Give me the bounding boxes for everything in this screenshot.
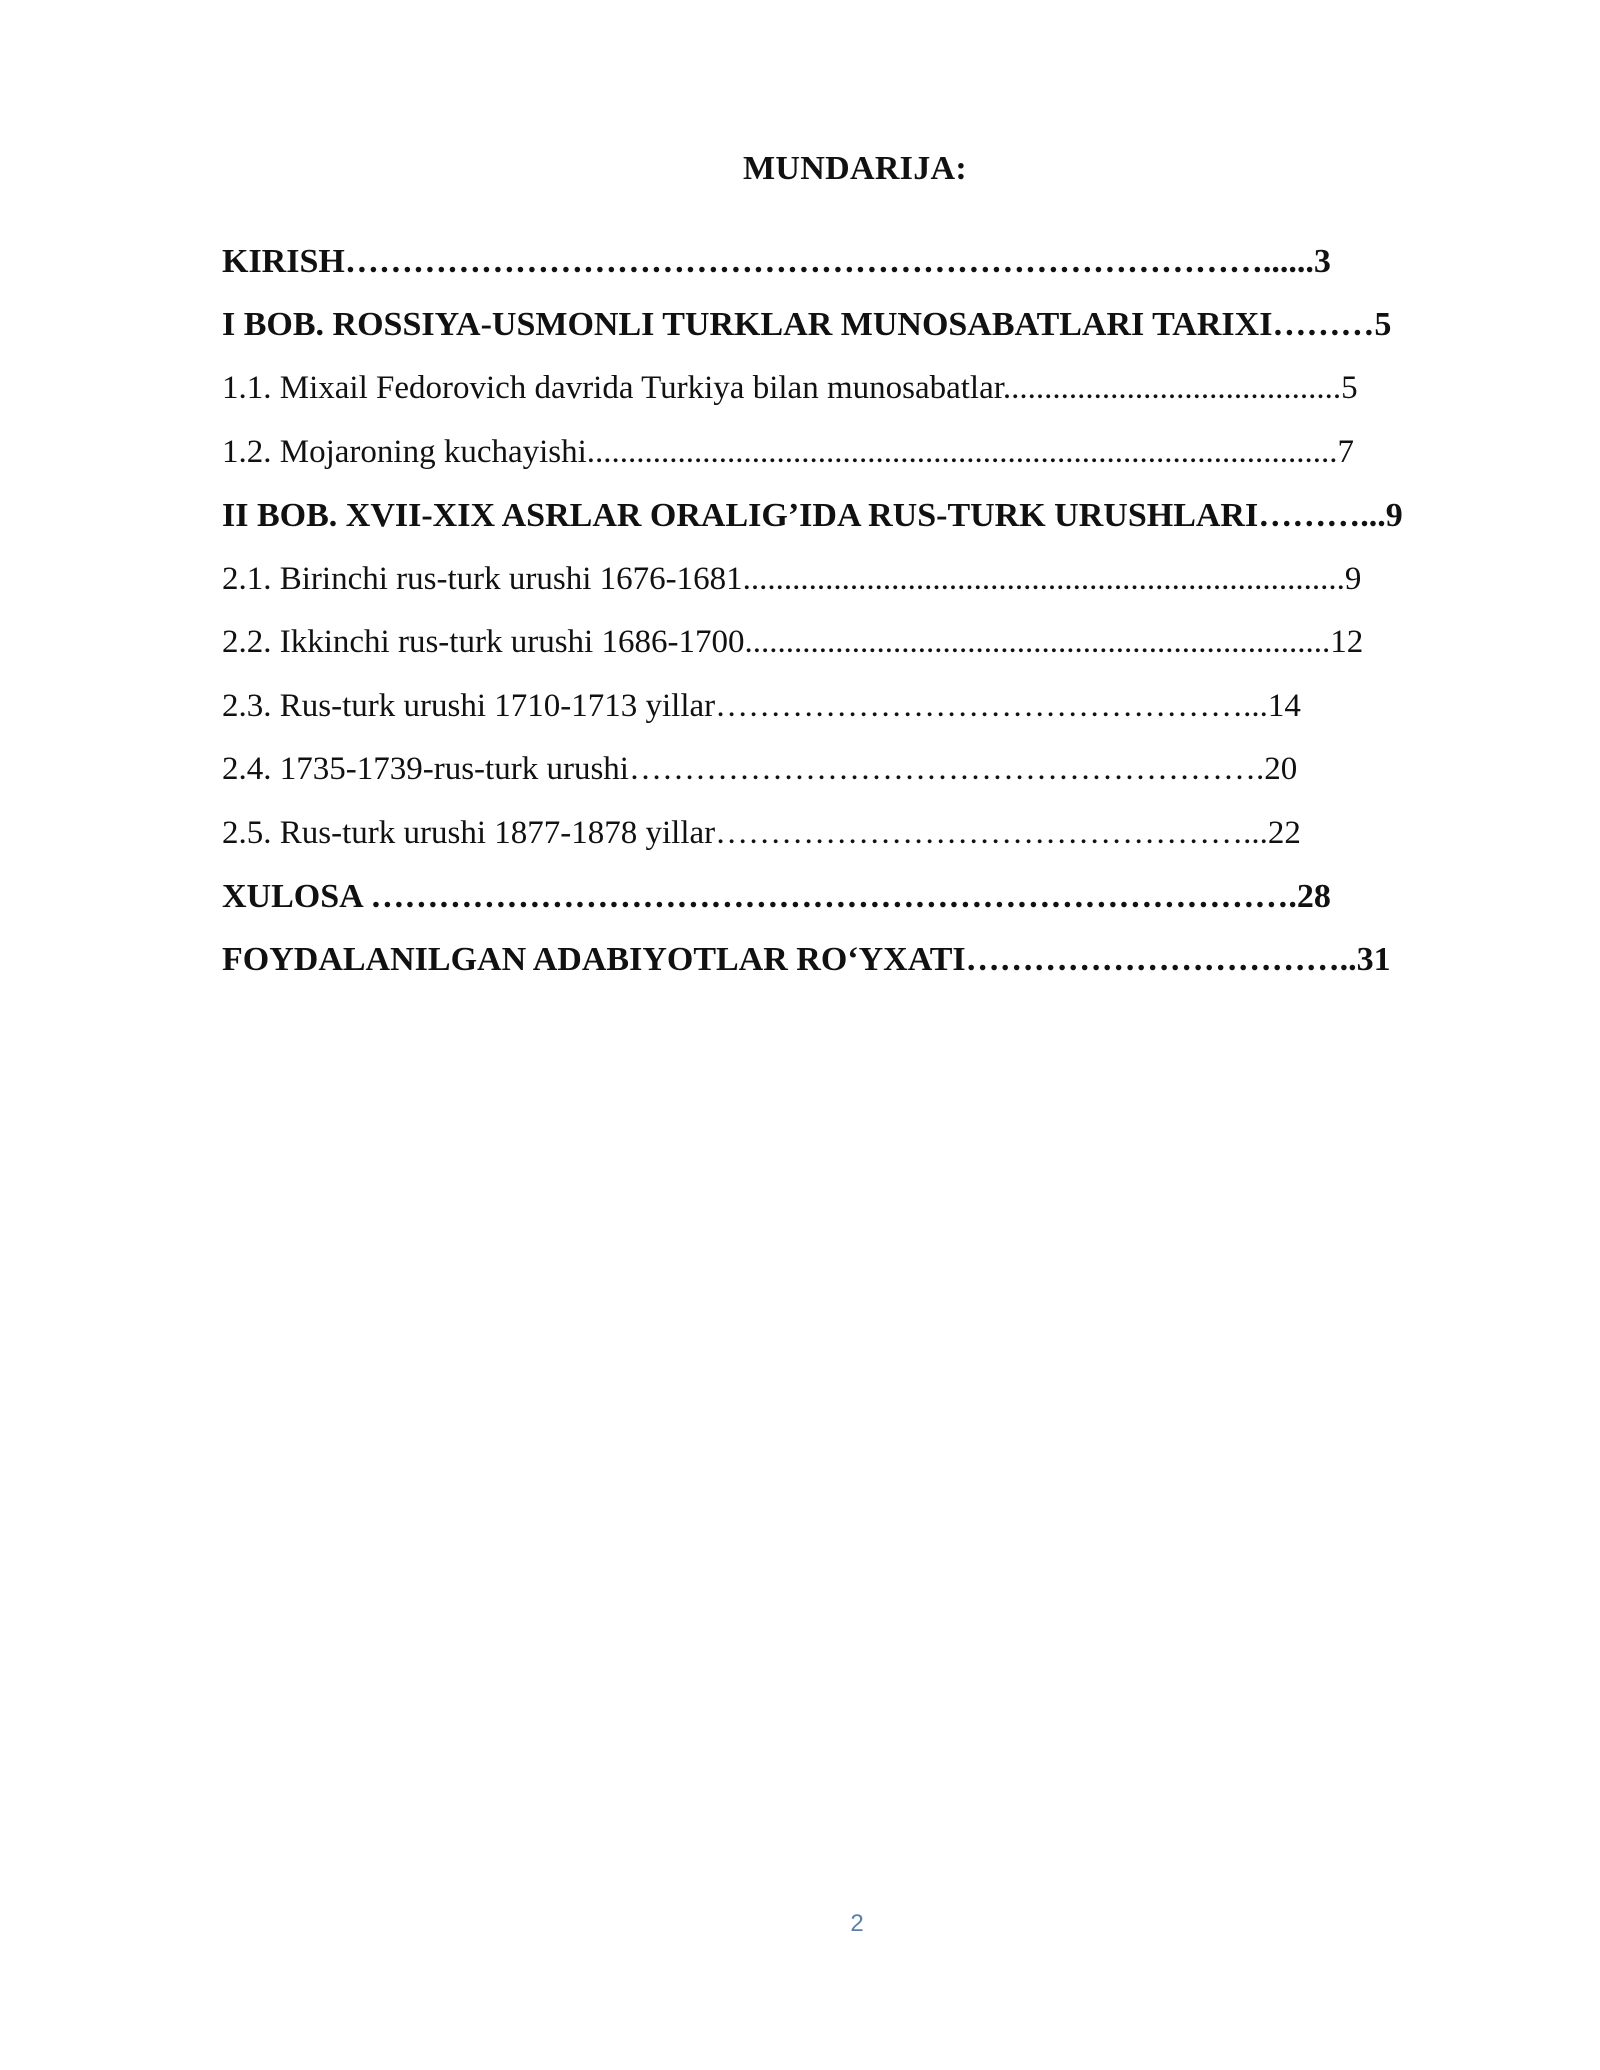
toc-entry-text: 1.2. Mojaroning kuchayishi...........................................................................................7 (222, 433, 1355, 470)
toc-entry-text: 2.1. Birinchi rus-turk urushi 1676-1681.........................................................................9 (222, 560, 1362, 597)
toc-entry-text: 1.1. Mixail Fedorovich davrida Turkiya bilan munosabatlar.........................................5 (222, 370, 1358, 407)
table-of-contents (222, 230, 1492, 992)
toc-entry-section-2-2[interactable] (222, 611, 1492, 675)
toc-entry-text: II BOB. XVII-XIX ASRLAR ORALIG’IDA RUS-TURK URUSHLARI………...9 (222, 496, 1403, 534)
toc-entry-section-1-1[interactable] (222, 357, 1492, 421)
toc-entry-section-2-4[interactable] (222, 738, 1492, 802)
toc-entry-xulosa[interactable] (222, 865, 1492, 929)
toc-entry-text: KIRISH………………………………………………………………………......3 (222, 242, 1331, 280)
toc-entry-kirish[interactable] (222, 230, 1492, 294)
toc-entry-chapter-1[interactable] (222, 294, 1492, 358)
toc-entry-section-2-3[interactable] (222, 675, 1492, 739)
toc-entry-text: 2.4. 1735-1739-rus-turk urushi………………………………………………….20 (222, 751, 1298, 788)
toc-entry-section-2-1[interactable] (222, 548, 1492, 612)
toc-entry-text: 2.3. Rus-turk urushi 1710-1713 yillar…………………………………………...14 (222, 687, 1301, 724)
page-number: 2 (850, 1910, 864, 1937)
toc-entry-text: FOYDALANILGAN ADABIYOTLAR RO‘YXATI……………………………..31 (222, 941, 1391, 979)
toc-entry-section-2-5[interactable] (222, 802, 1492, 866)
toc-entry-text: XULOSA ……………………………………………………………………….28 (222, 877, 1331, 915)
toc-entry-chapter-2[interactable] (222, 484, 1492, 548)
toc-entry-section-1-2[interactable] (222, 421, 1492, 485)
toc-title: MUNDARIJA: (743, 150, 967, 187)
toc-entry-text: I BOB. ROSSIYA-USMONLI TURKLAR MUNOSABATLARI TARIXI………5 (222, 306, 1392, 344)
toc-entry-text: 2.2. Ikkinchi rus-turk urushi 1686-1700.......................................................................12 (222, 624, 1364, 661)
toc-entry-text: 2.5. Rus-turk urushi 1877-1878 yillar…………………………………………...22 (222, 814, 1301, 851)
toc-entry-bibliography[interactable] (222, 929, 1492, 993)
